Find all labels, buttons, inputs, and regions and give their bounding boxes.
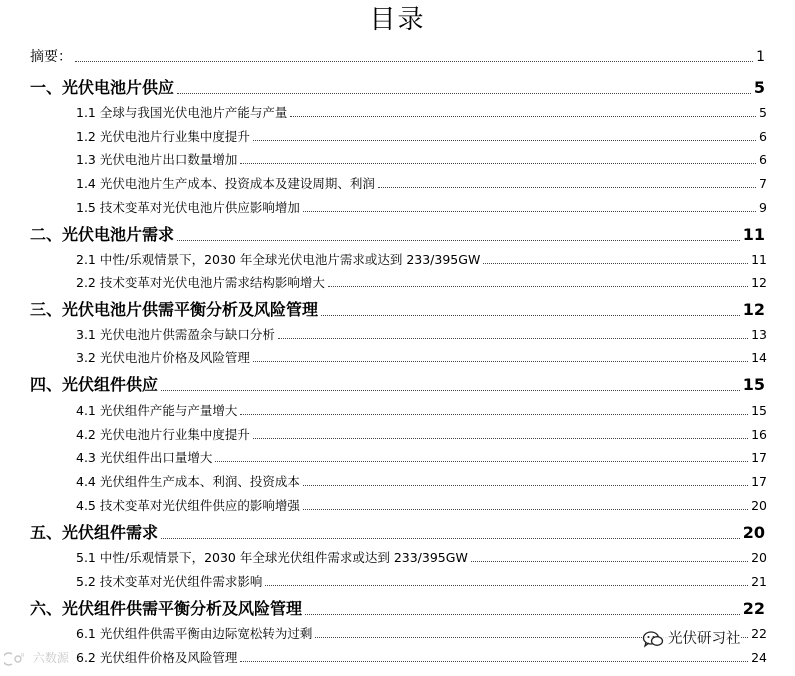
dot-leader — [253, 361, 748, 362]
toc-entry-1-3[interactable] — [76, 151, 767, 169]
toc-entry-page: 1 — [756, 49, 765, 65]
toc-entry-4-2[interactable] — [76, 426, 767, 444]
toc-entry-label: 4.1 光伏组件产能与产量增大 — [76, 403, 238, 418]
toc-entry-label: 2.1 中性/乐观情景下，2030 年全球光伏电池片需求或达到 233/395GW — [76, 252, 481, 267]
toc-entry-5-2[interactable] — [76, 573, 767, 591]
dot-leader — [290, 116, 756, 117]
toc-entry-1-4[interactable] — [76, 175, 767, 193]
toc-entry-label: 1.3 光伏电池片出口数量增加 — [76, 152, 238, 167]
dot-leader — [161, 538, 740, 539]
dot-leader — [303, 211, 756, 212]
dot-leader — [303, 509, 748, 510]
toc-entry-page: 9 — [759, 200, 767, 215]
toc-entry-label: 五、光伏组件需求 — [30, 523, 159, 542]
dot-leader — [378, 187, 756, 188]
toc-entry-label: 1.2 光伏电池片行业集中度提升 — [76, 129, 250, 144]
toc-entry-4-5[interactable] — [76, 497, 767, 515]
toc-entry-page: 12 — [742, 300, 765, 319]
toc-entry-page: 6 — [759, 129, 767, 144]
dot-leader — [303, 485, 748, 486]
wechat-icon — [642, 630, 664, 648]
toc-section-6[interactable] — [30, 598, 765, 620]
dot-leader — [328, 286, 748, 287]
dot-leader — [265, 585, 748, 586]
toc-entry-page: 5 — [753, 78, 765, 97]
toc-entry-page: 15 — [751, 403, 767, 418]
dot-leader — [75, 61, 753, 62]
svg-text:R: R — [21, 652, 25, 659]
dot-leader — [177, 240, 740, 241]
dot-leader — [253, 438, 748, 439]
toc-entry-page: 21 — [751, 574, 767, 589]
toc-entry-label: 1.5 技术变革对光伏电池片供应影响增加 — [76, 200, 300, 215]
dot-leader — [240, 661, 748, 662]
toc-entry-label: 3.1 光伏电池片供需盈余与缺口分析 — [76, 327, 275, 342]
toc-entry-summary[interactable] — [30, 47, 765, 67]
toc-entry-label: 4.5 技术变革对光伏组件供应的影响增强 — [76, 498, 300, 513]
toc-entry-label: 三、光伏电池片供需平衡分析及风险管理 — [30, 300, 319, 319]
toc-entry-label: 摘要： — [30, 49, 72, 65]
toc-section-4[interactable] — [30, 374, 765, 396]
toc-entry-label: 6.2 光伏组件价格及风险管理 — [76, 650, 238, 665]
toc-entry-label: 六、光伏组件供需平衡分析及风险管理 — [30, 599, 303, 618]
toc-entry-4-3[interactable] — [76, 449, 767, 467]
wechat-badge — [642, 628, 741, 650]
toc-entry-page: 12 — [751, 275, 767, 290]
toc-entry-page: 20 — [751, 498, 767, 513]
toc-entry-page: 6 — [759, 152, 767, 167]
toc-entry-4-1[interactable] — [76, 402, 767, 420]
toc-entry-page: 7 — [759, 176, 767, 191]
toc-entry-label: 5.2 技术变革对光伏组件需求影响 — [76, 574, 263, 589]
dot-leader — [483, 263, 748, 264]
toc-entry-2-2[interactable] — [76, 274, 767, 292]
toc-entry-label: 1.1 全球与我国光伏电池片产能与产量 — [76, 105, 288, 120]
watermark-text: 六数源 — [32, 651, 69, 665]
toc-entry-5-1[interactable] — [76, 549, 767, 567]
toc-section-5[interactable] — [30, 522, 765, 544]
toc-entry-1-5[interactable] — [76, 199, 767, 217]
toc-entry-3-1[interactable] — [76, 326, 767, 344]
dot-leader — [321, 315, 740, 316]
toc-entry-label: 2.2 技术变革对光伏电池片需求结构影响增大 — [76, 275, 325, 290]
wechat-account-name: 光伏研习社 — [668, 631, 741, 647]
toc-entry-label: 四、光伏组件供应 — [30, 375, 159, 394]
toc-entry-page: 24 — [751, 650, 767, 665]
toc-section-1[interactable] — [30, 77, 765, 99]
toc-entry-page: 15 — [742, 375, 765, 394]
toc-entry-page: 11 — [751, 252, 767, 267]
dot-leader — [240, 414, 748, 415]
toc-entry-4-4[interactable] — [76, 473, 767, 491]
page-title: 目录 — [369, 5, 426, 35]
toc-entry-page: 17 — [751, 474, 767, 489]
toc-entry-label: 1.4 光伏电池片生产成本、投资成本及建设周期、利润 — [76, 176, 375, 191]
watermark-logo-icon — [4, 652, 26, 666]
toc-entry-page: 20 — [742, 523, 765, 542]
toc-entry-label: 5.1 中性/乐观情景下，2030 年全球光伏组件需求或达到 233/395GW — [76, 550, 468, 565]
toc-entry-1-2[interactable] — [76, 128, 767, 146]
dot-leader — [305, 614, 740, 615]
toc-section-3[interactable] — [30, 299, 765, 321]
toc-entry-page: 13 — [751, 327, 767, 342]
toc-entry-label: 4.2 光伏电池片行业集中度提升 — [76, 427, 250, 442]
dot-leader — [177, 93, 751, 94]
toc-entry-label: 3.2 光伏电池片价格及风险管理 — [76, 350, 250, 365]
toc-entry-page: 22 — [742, 599, 765, 618]
toc-entry-page: 5 — [759, 105, 767, 120]
toc-entry-2-1[interactable] — [76, 251, 767, 269]
toc-entry-page: 16 — [751, 427, 767, 442]
toc-entry-3-2[interactable] — [76, 349, 767, 367]
dot-leader — [253, 140, 756, 141]
toc-entry-label: 4.3 光伏组件出口量增大 — [76, 450, 213, 465]
toc-entry-label: 一、光伏电池片供应 — [30, 78, 175, 97]
watermark — [4, 648, 90, 668]
dot-leader — [215, 461, 748, 462]
toc-entry-page: 14 — [751, 350, 767, 365]
toc-entry-page: 11 — [742, 225, 765, 244]
toc-entry-6-2[interactable] — [76, 649, 767, 667]
toc-entry-1-1[interactable] — [76, 104, 767, 122]
dot-leader — [471, 561, 748, 562]
toc-entry-label: 6.1 光伏组件供需平衡由边际宽松转为过剩 — [76, 626, 313, 641]
toc-entry-page: 22 — [751, 626, 767, 641]
toc-entry-page: 20 — [751, 550, 767, 565]
dot-leader — [161, 390, 740, 391]
toc-section-2[interactable] — [30, 224, 765, 246]
toc-entry-label: 二、光伏电池片需求 — [30, 225, 175, 244]
dot-leader — [278, 338, 748, 339]
toc-entry-label: 4.4 光伏组件生产成本、利润、投资成本 — [76, 474, 300, 489]
toc-entry-page: 17 — [751, 450, 767, 465]
dot-leader — [240, 163, 756, 164]
